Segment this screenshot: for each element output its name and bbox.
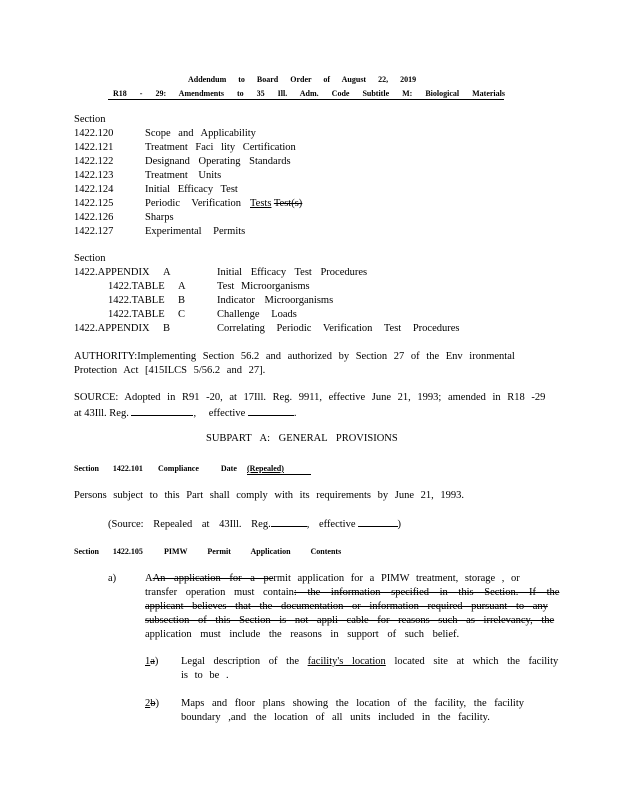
source-text: at 43Ill. Reg. xyxy=(74,408,129,419)
source-text: ) xyxy=(397,519,401,530)
authority-line2: Protection Act [415ILCS 5/56.2 and 27]. xyxy=(74,365,266,376)
toc-number: 1422.126 xyxy=(74,212,114,223)
toc-number: 1422.125 xyxy=(74,198,114,209)
deleted-text: b xyxy=(150,698,156,709)
added-text: facility's location xyxy=(307,656,386,667)
item-text: ) xyxy=(154,656,159,667)
header-title: Addendum to Board Order of August 22, 2019 xyxy=(188,75,417,84)
added-text: Tests xyxy=(250,198,272,209)
source-text: , effective xyxy=(306,519,356,530)
toc-title-added xyxy=(250,198,302,209)
toc-number: 1422.122 xyxy=(74,156,114,167)
toc-number: 1422.TABLE xyxy=(108,295,165,306)
toc-title: Treatment Units xyxy=(145,170,222,181)
toc-number: 1422.APPENDIX xyxy=(74,267,150,278)
section-number: Section 1422.101 xyxy=(74,464,143,473)
section-body: Persons subject to this Part shall comply with its requirements by June 21, 1993. xyxy=(74,490,465,501)
section-title: Compliance Date xyxy=(158,464,237,473)
toc-number: 1422.120 xyxy=(74,128,114,139)
source-line1: SOURCE: Adopted in R91 -20, at 17Ill. Reg. 9911, effective June 21, 1993; amended in R18 -29 xyxy=(74,392,546,403)
authority-line1: AUTHORITY:Implementing Section 56.2 and authorized by Section 27 of the Env ironmental xyxy=(74,351,515,362)
toc-title: Experimental Permits xyxy=(145,226,246,237)
toc-number: 1422.APPENDIX xyxy=(74,323,150,334)
section-title: PIMW Permit Application Contents xyxy=(164,547,342,556)
toc-title: Designand Operating Standards xyxy=(145,156,291,167)
item-text: rmit application for a PIMW treatment, storage , or xyxy=(273,573,520,584)
toc-title: Initial Efficacy Test Procedures xyxy=(217,267,368,278)
deleted-text: : the information specified in this Section. If the xyxy=(293,587,560,598)
blank-line xyxy=(248,406,294,416)
blank-line xyxy=(358,517,398,527)
item-a-line4: subsection of this Section is not appli cable for reasons such as irrelevancy, the xyxy=(145,615,555,626)
toc1-heading: Section xyxy=(74,114,106,125)
toc-number: 1422.124 xyxy=(74,184,114,195)
subitem-label xyxy=(145,698,159,709)
toc-letter: C xyxy=(178,309,186,320)
item-a-line1 xyxy=(145,573,520,584)
deleted-text: Test(s) xyxy=(273,198,303,209)
toc-title: Treatment Faci lity Certification xyxy=(145,142,296,153)
subitem1-line2: is to be . xyxy=(181,670,229,681)
blank-line xyxy=(271,517,307,527)
underline-rule xyxy=(247,474,311,475)
subpart-heading: SUBPART A: GENERAL PROVISIONS xyxy=(206,433,398,444)
toc-title: Indicator Microorganisms xyxy=(217,295,334,306)
toc-number: 1422.TABLE xyxy=(108,281,165,292)
toc-title: Scope and Applicability xyxy=(145,128,256,139)
toc-title: Initial Efficacy Test xyxy=(145,184,238,195)
toc-title: Sharps xyxy=(145,212,174,223)
toc-title: Correlating Periodic Verification Test Procedures xyxy=(217,323,460,334)
deleted-text: a xyxy=(150,656,155,667)
subitem-label xyxy=(145,656,158,667)
item-text: ) xyxy=(155,698,159,709)
subitem1-line1 xyxy=(181,656,558,667)
toc-number: 1422.121 xyxy=(74,142,114,153)
item-text: A xyxy=(145,573,153,584)
toc-number: 1422.123 xyxy=(74,170,114,181)
source-text: , effective xyxy=(193,408,246,419)
toc-letter: A xyxy=(178,281,186,292)
source-text: (Source: Repealed at 43Ill. Reg. xyxy=(108,519,271,530)
deleted-text: An application for a pe xyxy=(152,573,274,584)
added-text: 1 xyxy=(145,656,151,667)
header-subtitle: R18 - 29: Amendments to 35 Ill. Adm. Code Subtitle M: Biological Materials xyxy=(113,89,505,98)
section-number: Section 1422.105 xyxy=(74,547,143,556)
source-text: . xyxy=(293,408,297,419)
toc-title: Test Microorganisms xyxy=(217,281,310,292)
subitem2-line2: boundary ,and the location of all units included in the facility. xyxy=(181,712,490,723)
toc-number: 1422.127 xyxy=(74,226,114,237)
toc-letter: B xyxy=(163,323,171,334)
toc-letter: A xyxy=(163,267,171,278)
item-label: a) xyxy=(108,573,117,584)
header-rule xyxy=(108,99,504,100)
item-text: located site at which the facility xyxy=(394,656,559,667)
toc-title: Periodic Verification xyxy=(145,198,241,209)
item-text: Legal description of the xyxy=(181,656,300,667)
toc-title: Challenge Loads xyxy=(217,309,297,320)
source-line2 xyxy=(74,406,296,419)
section-repealed xyxy=(247,464,284,473)
item-a-line2 xyxy=(145,587,559,598)
section-source xyxy=(108,517,401,530)
item-a-line5: application must include the reasons in support of such belief. xyxy=(145,629,460,640)
toc2-heading: Section xyxy=(74,253,106,264)
added-text: (Repealed) xyxy=(247,464,284,473)
added-text: 2 xyxy=(145,698,151,709)
item-text: transfer operation must contain xyxy=(145,587,294,598)
blank-line xyxy=(131,406,193,416)
item-a-line3: applicant believes that the documentation or information required pursuant to any xyxy=(145,601,548,612)
toc-letter: B xyxy=(178,295,186,306)
toc-number: 1422.TABLE xyxy=(108,309,165,320)
subitem2-line1: Maps and floor plans showing the location of the facility, the facility xyxy=(181,698,524,709)
